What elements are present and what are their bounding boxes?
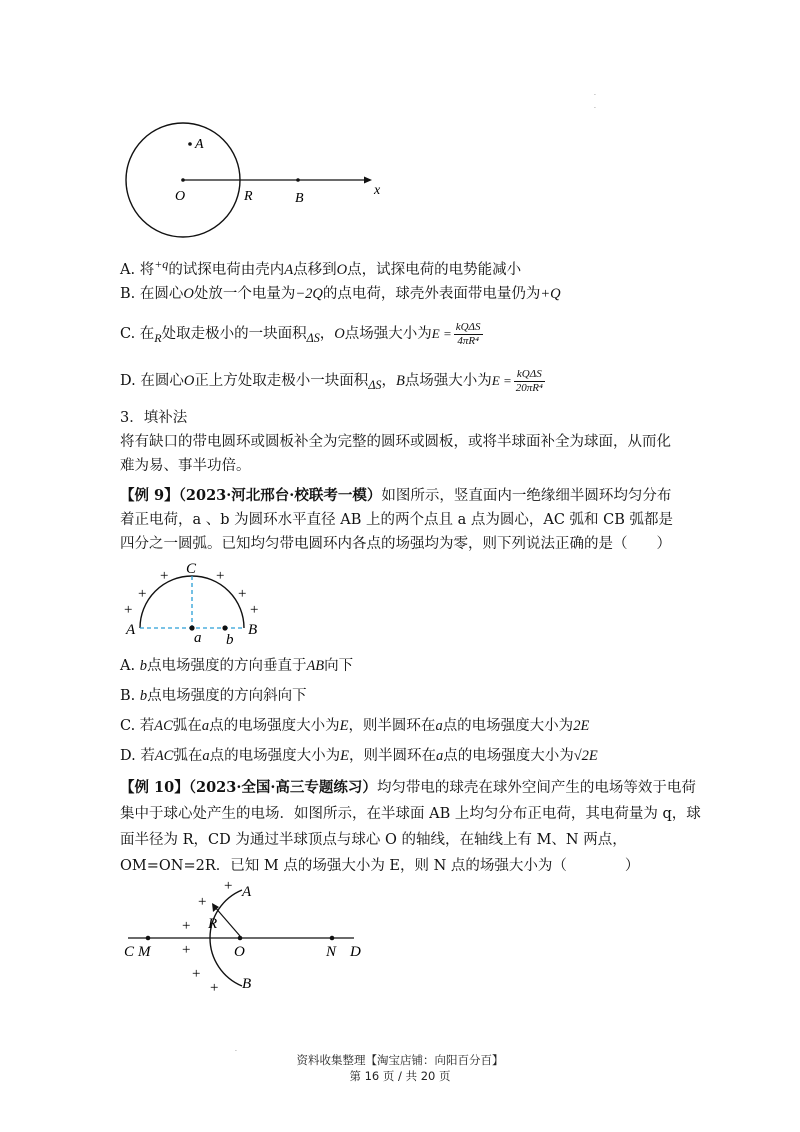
radius-OA bbox=[214, 906, 240, 936]
label-N: N bbox=[326, 944, 337, 960]
figure-sphere-shell bbox=[120, 118, 390, 243]
example-10-line2: 集中于球心处产生的电场．如图所示，在半球面 AB 上均匀分布正电荷，其电荷量为 q，球 bbox=[120, 806, 701, 822]
plus-sign: + bbox=[250, 602, 259, 618]
plus-sign: + bbox=[138, 586, 147, 602]
section-3-desc: 将有缺口的带电圆环或圆板补全为完整的圆环或圆板，或将半球面补全为球面，从而化难为易、事半功倍。 bbox=[120, 434, 671, 474]
label-C: C bbox=[124, 944, 135, 960]
page-mark: . bbox=[594, 90, 596, 97]
ex9-option-a: A. b点电场强度的方向垂直于AB向下 bbox=[120, 658, 354, 674]
label-A: A bbox=[195, 137, 204, 152]
section-3-title: 3．填补法 bbox=[120, 410, 188, 426]
figure-hemisphere bbox=[118, 876, 378, 996]
label-C: C bbox=[186, 561, 197, 577]
label-O: O bbox=[234, 944, 245, 960]
plus-sign: + bbox=[224, 878, 233, 894]
q8-option-d: D. 在圆心O正上方处取走极小一块面积$_{\Delta S}$，B点场强大小为E = $\frac{\text{kQΔS}}{\text{20πR⁴}}$ bbox=[120, 367, 543, 394]
label-R: R bbox=[244, 189, 253, 204]
label-x: x bbox=[374, 183, 381, 198]
label-B: B bbox=[242, 976, 252, 992]
footer-source: 资料收集整理【淘宝店铺：向阳百分百】 bbox=[296, 1053, 504, 1067]
plus-sign: + bbox=[210, 980, 219, 996]
fraction-c: $\frac{\text{kQΔS}}{\text{4πR⁴}}$ bbox=[455, 320, 481, 347]
point-O-dot bbox=[181, 178, 185, 182]
point-b-dot bbox=[222, 625, 227, 630]
fraction-d: $\frac{\text{kQΔS}}{\text{20πR⁴}}$ bbox=[515, 367, 543, 394]
label-R: R bbox=[208, 916, 218, 932]
plus-sign: + bbox=[124, 602, 133, 618]
plus-sign: + bbox=[216, 568, 225, 584]
ex9-option-c: C. 若AC弧在a点的电场强度大小为E，则半圆环在a点的电场强度大小为2E bbox=[120, 718, 590, 734]
plus-sign: + bbox=[182, 918, 191, 934]
example-10-line1: 【例 10】（2023·全国·高三专题练习）均匀带电的球壳在球外空间产生的电场等效于电荷 bbox=[120, 779, 696, 796]
q8-option-c: C. 在$_R$处取走极小的一块面积$_{\Delta S}$，O点场强大小为E = $\frac{\text{kQΔS}}{\text{4πR⁴}}$ bbox=[120, 320, 481, 347]
label-B: B bbox=[295, 191, 304, 206]
q8-option-b: B. 在圆心O处放一个电量为−2Q的点电荷，球壳外表面带电量仍为+Q bbox=[120, 286, 561, 302]
label-A: A bbox=[126, 622, 136, 638]
label-D: D bbox=[350, 944, 361, 960]
plus-sign: + bbox=[192, 966, 201, 982]
point-O-dot bbox=[238, 936, 243, 941]
plus-sign: + bbox=[238, 586, 247, 602]
x-axis-arrow bbox=[364, 177, 372, 184]
example-10-line3: 面半径为 R，CD 为通过半球顶点与球心 O 的轴线，在轴线上有 M、N 两点， bbox=[120, 832, 627, 848]
ex9-option-b: B. b点电场强度的方向斜向下 bbox=[120, 688, 307, 704]
point-B-dot bbox=[296, 178, 300, 182]
point-N-dot bbox=[330, 936, 335, 941]
plus-sign: + bbox=[160, 568, 169, 584]
label-A: A bbox=[242, 884, 252, 900]
label-b: b bbox=[226, 632, 234, 648]
label-a: a bbox=[194, 630, 202, 646]
page-mark: . bbox=[235, 1046, 237, 1053]
example-10-line4: OM=ON=2R．已知 M 点的场强大小为 E，则 N 点的场强大小为（ ） bbox=[120, 858, 640, 874]
point-A-dot bbox=[188, 142, 192, 146]
label-M: M bbox=[138, 944, 151, 960]
ex9-option-d: D. 若AC弧在a点的电场强度大小为E，则半圆环在a点的电场强度大小为√2E bbox=[120, 748, 598, 764]
footer-page-number: 第 16 页 / 共 20 页 bbox=[349, 1069, 451, 1083]
label-B: B bbox=[248, 622, 258, 638]
point-M-dot bbox=[146, 936, 151, 941]
label-O: O bbox=[175, 189, 186, 204]
plus-sign: + bbox=[182, 942, 191, 958]
figure-semicircle bbox=[120, 558, 280, 648]
plus-sign: + bbox=[198, 894, 207, 910]
q8-option-a: A. 将$^{+q}$的试探电荷由壳内A点移到O点，试探电荷的电势能减小 bbox=[120, 257, 522, 278]
example-9-text: 【例 9】（2023·河北邢台·校联考一模）如图所示，竖直面内一绝缘细半圆环均匀分布着正电荷，a 、b 为圆环水平直径 AB 上的两个点且 a 点为圆心，AC 弧和 CB 弧都是四分之一圆弧。已知均匀带电圆环内各点的场强均为零，则下列说法正确的是（ ） bbox=[120, 487, 673, 552]
page-mark: . bbox=[594, 103, 596, 110]
